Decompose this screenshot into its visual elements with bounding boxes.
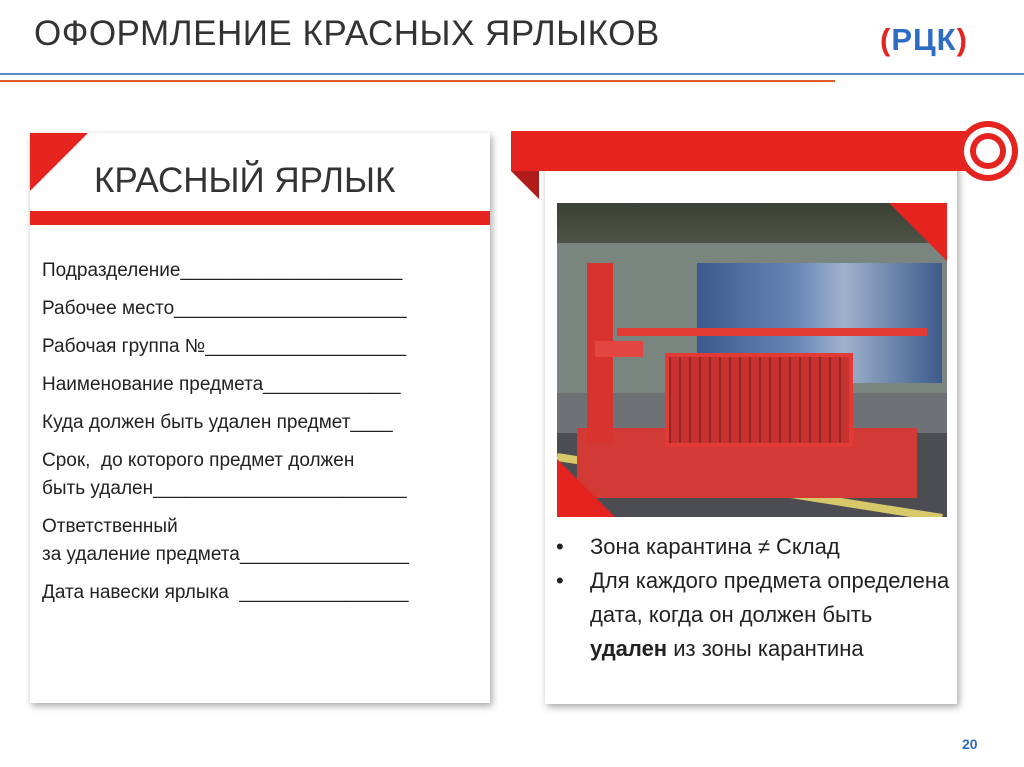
field-destination: Куда должен быть удален предмет____	[42, 412, 393, 433]
bullet-item: • Зона карантина ≠ Склад	[552, 530, 952, 564]
photo-corner-triangle-icon	[557, 459, 615, 517]
bullet-dot-icon: •	[556, 568, 564, 593]
logo-left-bracket: (	[880, 22, 892, 57]
quarantine-zone-photo	[557, 203, 947, 517]
logo-right-bracket: )	[956, 22, 968, 57]
logo-text: РЦК	[891, 22, 957, 57]
bullet-item: • Для каждого предмета определена дата, когда он должен быть удален из зоны карантина	[552, 564, 952, 666]
field-department: Подразделение_____________________	[42, 260, 403, 281]
field-workplace: Рабочее место______________________	[42, 298, 407, 319]
corner-triangle-icon	[30, 133, 88, 191]
field-deadline: Срок, до которого предмет должен быть удален________________________	[42, 450, 407, 499]
company-logo	[880, 22, 968, 58]
red-tag-card	[30, 133, 490, 703]
band-fold-icon	[511, 171, 539, 199]
field-item-name: Наименование предмета_____________	[42, 374, 401, 395]
quarantine-bullets	[552, 530, 952, 666]
target-icon	[958, 121, 1018, 181]
field-responsible: Ответственный за удаление предмета________________	[42, 516, 409, 565]
field-tag-date: Дата навески ярлыка ________________	[42, 582, 409, 603]
red-tag-bar	[30, 211, 490, 225]
red-tag-title: КРАСНЫЙ ЯРЛЫК	[94, 161, 396, 200]
page-number: 20	[962, 736, 978, 752]
quarantine-red-band	[511, 131, 981, 171]
header-divider-blue	[0, 73, 1024, 75]
red-tag-fields	[42, 257, 482, 617]
slide-title: ОФОРМЛЕНИЕ КРАСНЫХ ЯРЛЫКОВ	[34, 14, 660, 53]
header-divider-red	[0, 80, 835, 82]
photo-corner-triangle-icon	[889, 203, 947, 261]
field-work-group: Рабочая группа №___________________	[42, 336, 407, 357]
bullet-dot-icon: •	[556, 534, 564, 559]
